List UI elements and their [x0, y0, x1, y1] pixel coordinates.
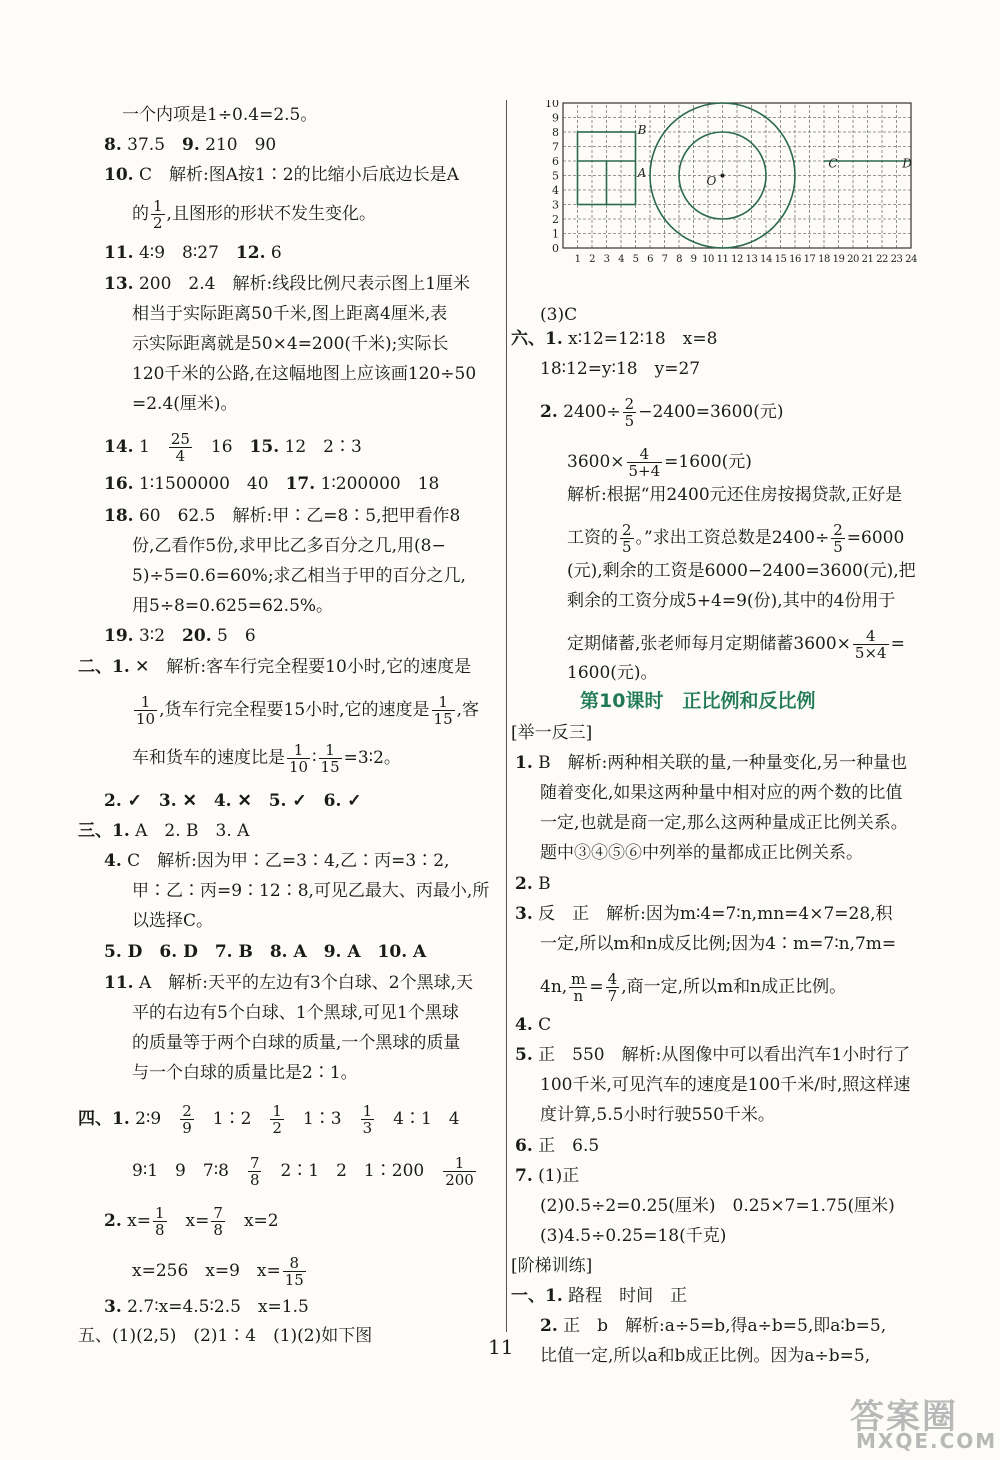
fraction: $\frac{2}{9}$	[182, 1102, 192, 1137]
x-tick-label: 1	[574, 254, 581, 265]
answer-line: 2. 2400÷ $\frac{2}{5}$ −2400=3600(元)	[540, 395, 784, 430]
point-label-a: A	[637, 165, 647, 180]
answer-line: 五、(1)(2,5) (2)1∶4 (1)(2)如下图	[78, 1326, 373, 1346]
answer-line: 二、1. ✕ 解析:客车行完全程要10小时,它的速度是	[78, 657, 472, 677]
answer-line: 解析:根据“用2400元还住房按揭贷款,正好是	[567, 485, 903, 505]
fraction: $\frac{1}{10}$	[136, 693, 156, 728]
answer-line: 题中③④⑤⑥中列举的量都成正比例关系。	[540, 843, 863, 863]
y-tick-label: 3	[552, 198, 559, 212]
fraction: $\frac{8}{15}$	[284, 1254, 304, 1289]
y-tick-label: 4	[552, 184, 559, 197]
answer-line: 5. 正 550 解析:从图像中可以看出汽车1小时行了	[515, 1045, 911, 1065]
answer-line: 剩余的工资分成5+4=9(份),其中的4份用于	[567, 591, 896, 611]
y-tick-label: 6	[552, 155, 559, 168]
x-tick-label: 11	[716, 254, 729, 265]
x-tick-label: 3	[603, 254, 610, 265]
answer-line: 一定,所以m和n成反比例;因为4∶m=7∶n,7m=	[540, 934, 897, 954]
answer-line: 2. 正 b 解析:a÷5=b,得a÷b=5,即a∶b=5,	[540, 1316, 887, 1336]
fraction: $\frac{4}{5+4}$	[628, 445, 661, 480]
x-tick-label: 24	[905, 254, 917, 265]
answer-line: 10. C 解析:图A按1∶2的比缩小后底边长是A	[104, 165, 459, 185]
x-tick-label: 20	[847, 254, 859, 265]
x-tick-label: 5	[632, 254, 639, 265]
x-tick-label: 17	[803, 254, 816, 265]
y-tick-label: 10	[545, 100, 559, 110]
answer-line: (3)4.5÷0.25=18(千克)	[540, 1226, 727, 1246]
x-tick-label: 8	[676, 254, 682, 265]
answer-line: 14. 1 $\frac{25}{4}$ 16 15. 12 2∶3	[104, 430, 362, 465]
fraction: $\frac{1}{2}$	[153, 197, 163, 232]
y-tick-label: 1	[552, 227, 559, 241]
x-tick-label: 2	[589, 254, 595, 265]
answer-line: 5. D 6. D 7. B 8. A 9. A 10. A	[104, 942, 427, 962]
answer-line: 16. 1∶1500000 40 17. 1∶200000 18	[104, 474, 440, 494]
fraction: $\frac{25}{4}$	[170, 430, 190, 465]
answer-line: 的质量等于两个白球的质量,一个黑球的质量	[132, 1033, 461, 1053]
answer-line: 平的右边有5个白球、1个黑球,可见1个黑球	[132, 1003, 459, 1023]
y-tick-label: 7	[552, 140, 559, 154]
lesson-title: 第10课时 正比例和反比例	[580, 690, 816, 712]
fraction: $\frac{2}{5}$	[622, 521, 632, 556]
answer-line: 11. A 解析:天平的左边有3个白球、2个黑球,天	[104, 973, 474, 993]
point-label-b: B	[637, 123, 647, 138]
answer-line: 120千米的公路,在这幅地图上应该画120÷50	[132, 364, 477, 384]
answer-line: 用5÷8=0.625=62.5%。	[132, 596, 334, 616]
column-divider	[506, 100, 507, 1332]
answer-line: 三、1. A 2. B 3. A	[78, 821, 250, 841]
x-tick-label: 15	[774, 254, 787, 265]
section-heading: [举一反三]	[511, 723, 593, 743]
answer-line: 2. ✓ 3. ✕ 4. ✕ 5. ✓ 6. ✓	[104, 791, 362, 811]
answer-line: 随着变化,如果这两种量中相对应的两个数的比值	[540, 783, 903, 803]
answer-line: 3. 2.7∶x=4.5∶2.5 x=1.5	[104, 1297, 309, 1317]
x-tick-label: 12	[731, 254, 743, 265]
answer-line: (元),剩余的工资是6000−2400=3600(元),把	[567, 561, 916, 581]
answer-line: 2. B	[515, 874, 551, 894]
y-tick-label: 8	[552, 126, 559, 139]
x-tick-label: 10	[702, 254, 714, 265]
answer-line: 11. 4∶9 8∶27 12. 6	[104, 243, 282, 263]
watermark-text: 答案圈	[850, 1397, 958, 1437]
y-tick-label: 5	[552, 169, 559, 183]
answer-line: 18∶12=y∶18 y=27	[540, 359, 701, 379]
answer-line: 的 $\frac{1}{2}$ ,且图形的形状不发生变化。	[132, 197, 376, 232]
x-tick-label: 6	[647, 254, 653, 265]
answer-line: 比值一定,所以a和b成正比例。因为a÷b=5,	[540, 1346, 871, 1366]
y-tick-label: 9	[552, 111, 559, 125]
x-tick-label: 13	[745, 254, 758, 265]
x-tick-label: 19	[832, 254, 845, 265]
answer-line: 1600(元)。	[567, 663, 658, 683]
x-tick-label: 21	[861, 254, 874, 265]
answer-line: 工资的 $\frac{2}{5}$ 。”求出工资总数是2400÷ $\frac{2}{5}$ =6000	[567, 521, 905, 556]
answer-line: (3)C	[540, 305, 578, 325]
fraction: $\frac{2}{5}$	[624, 395, 635, 430]
answer-line: 定期储蓄,张老师每月定期储蓄3600× $\frac{4}{5\times 4}$ =	[567, 627, 905, 662]
x-tick-label: 7	[661, 254, 668, 265]
fraction: $\frac{1}{3}$	[362, 1102, 373, 1137]
answer-line: 6. 正 6.5	[515, 1136, 600, 1156]
answer-line: 7. (1)正	[515, 1166, 580, 1186]
x-tick-label: 4	[618, 254, 624, 265]
x-tick-label: 18	[818, 254, 830, 265]
answer-line: 9∶1 9 7∶8 $\frac{7}{8}$ 2∶1 2 1∶200 $\frac{1}{200}$	[132, 1154, 474, 1189]
answer-line: 以选择C。	[132, 911, 214, 931]
x-tick-label: 22	[876, 254, 888, 265]
answer-line: =2.4(厘米)。	[132, 394, 238, 414]
fraction: $\frac{7}{8}$	[249, 1154, 260, 1189]
point-label-c: C	[828, 156, 838, 171]
answer-line: 13. 200 2.4 解析:线段比例尺表示图上1厘米	[104, 274, 471, 294]
point-label-o: O	[706, 173, 717, 188]
answer-line: 一、1. 路程 时间 正	[511, 1286, 688, 1306]
y-tick-label: 2	[552, 213, 559, 226]
answer-line: 相当于实际距离50千米,图上距离4厘米,表	[132, 304, 448, 324]
answer-line: 100千米,可见汽车的速度是100千米/时,照这样速	[540, 1075, 911, 1095]
fraction: $\frac{1}{15}$	[320, 741, 340, 776]
answer-line: 4. C 解析:因为甲∶乙=3∶4,乙∶丙=3∶2,	[104, 851, 450, 871]
y-tick-label: 0	[552, 242, 559, 255]
answer-line: 3600× $\frac{4}{5+4}$ =1600(元)	[567, 445, 752, 480]
watermark-url: MXQE.COM	[856, 1429, 998, 1453]
fraction: $\frac{2}{5}$	[833, 521, 843, 556]
answer-line: 与一个白球的质量比是2∶1。	[132, 1063, 358, 1083]
fraction: $\frac{1}{10}$	[289, 741, 309, 776]
answer-line: 一定,也就是商一定,那么这两种量成正比例关系。	[540, 813, 908, 833]
watermark	[820, 1395, 998, 1457]
coordinate-grid	[535, 100, 945, 270]
fraction: $\frac{7}{8}$	[213, 1204, 223, 1239]
x-tick-label: 23	[890, 254, 903, 265]
answer-line: 3. 反 正 解析:因为m∶4=7∶n,mn=4×7=28,积	[515, 904, 893, 924]
fraction: $\frac{1}{200}$	[445, 1154, 474, 1189]
answer-line: 18. 60 62.5 解析:甲∶乙=8∶5,把甲看作8	[104, 506, 461, 526]
x-tick-label: 14	[760, 254, 772, 265]
x-tick-label: 9	[690, 254, 697, 265]
point-label-d: D	[902, 156, 912, 171]
answer-line: 份,乙看作5份,求甲比乙多百分之几,用(8−	[132, 536, 446, 556]
fraction: $\frac{4}{5\times 4}$	[854, 627, 887, 662]
answer-line: 1. B 解析:两种相关联的量,一种量变化,另一种量也	[515, 753, 908, 773]
answer-line: x=256 x=9 x= $\frac{8}{15}$	[132, 1254, 304, 1289]
answer-line: 19. 3∶2 20. 5 6	[104, 626, 256, 646]
fraction: $\frac{1}{15}$	[433, 693, 453, 728]
fraction: $\frac{1}{8}$	[155, 1204, 165, 1239]
fraction: $\frac{m}{n}$	[571, 970, 586, 1005]
answer-line: $\frac{1}{10}$ ,货车行完全程要15小时,它的速度是 $\frac{1}{15}$ ,客	[136, 693, 480, 728]
answer-line: 四、1. 2∶9 $\frac{2}{9}$ 1∶2 $\frac{1}{2}$ 1∶3 $\frac{1}{3}$ 4∶1 4	[78, 1102, 460, 1137]
center-point	[721, 174, 725, 178]
answer-line: 一个内项是1÷0.4=2.5。	[122, 105, 318, 125]
answer-line: 8. 37.5 9. 210 90	[104, 135, 277, 155]
page-number: 11	[488, 1335, 514, 1359]
answer-line: 车和货车的速度比是 $\frac{1}{10}$ ∶ $\frac{1}{15}$ =3∶2。	[132, 741, 401, 776]
fraction: $\frac{1}{2}$	[272, 1102, 282, 1137]
answer-line: 4. C	[515, 1015, 552, 1035]
section-heading: [阶梯训练]	[511, 1256, 593, 1276]
answer-line: 示实际距离就是50×4=200(千米);实际长	[132, 334, 449, 354]
fraction: $\frac{4}{7}$	[607, 970, 618, 1005]
answer-line: (2)0.5÷2=0.25(厘米) 0.25×7=1.75(厘米)	[540, 1196, 895, 1216]
answer-line: 甲∶乙∶丙=9∶12∶8,可见乙最大、丙最小,所	[132, 881, 490, 901]
answer-line: 5)÷5=0.6=60%;求乙相当于甲的百分之几,	[132, 566, 466, 586]
answer-line: 2. x= $\frac{1}{8}$ x= $\frac{7}{8}$ x=2	[104, 1204, 279, 1239]
answer-line: 六、1. x∶12=12∶18 x=8	[511, 329, 718, 349]
answer-line: 度计算,5.5小时行驶550千米。	[540, 1105, 775, 1125]
x-tick-label: 16	[789, 254, 801, 265]
answer-line: 4n, $\frac{m}{n}$ = $\frac{4}{7}$ ,商一定,所以m和n成正比例。	[540, 970, 847, 1005]
